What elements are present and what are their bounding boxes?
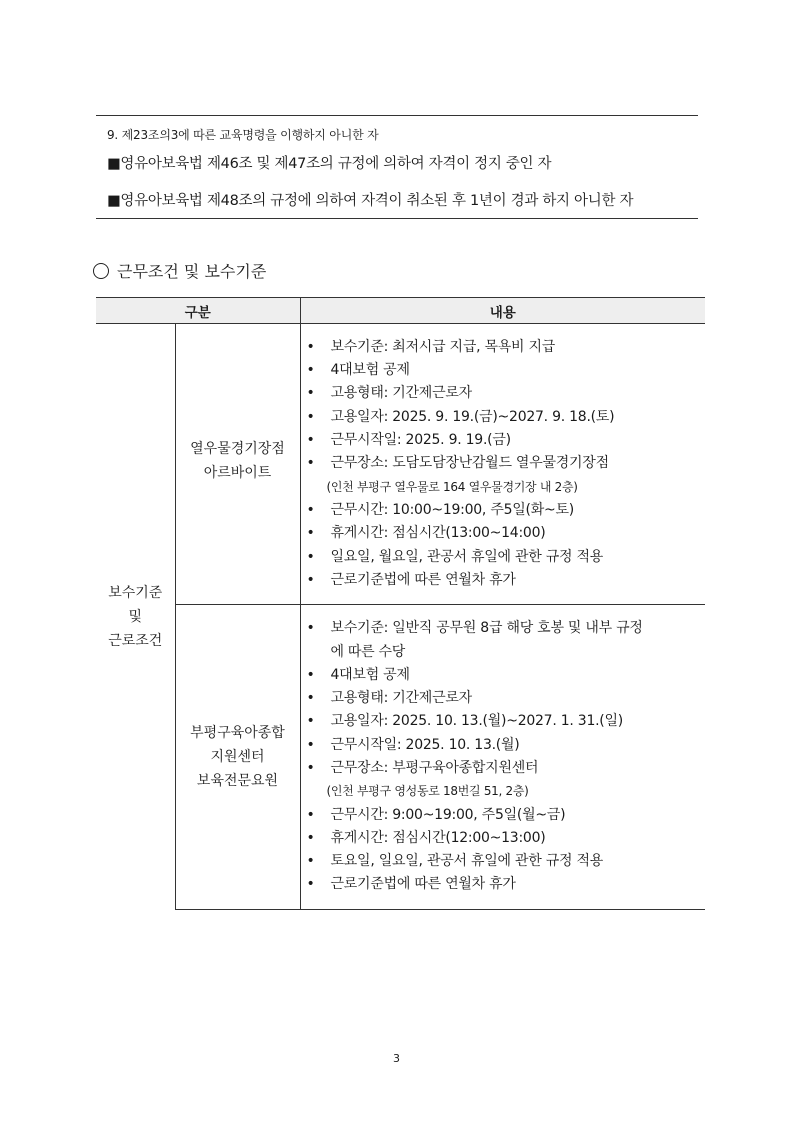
disqualification-box [96,115,698,219]
condition-item: • 보수기준: 일반직 공무원 8급 해당 호봉 및 내부 규정 [301,617,706,640]
condition-item: • 근로기준법에 따른 연월차 휴가 [301,873,706,896]
condition-address: (인천 부평구 열우물로 164 열우물경기장 내 2층) [326,479,578,494]
disqualification-item-suspended: ■영유아보육법 제46조 및 제47조의 규정에 의하여 자격이 정지 중인 자 [107,156,552,172]
condition-item-continuation: 에 따른 수당 [330,643,405,660]
content-cell-arcade [300,324,705,605]
condition-item: • 근무장소: 도담도담장난감월드 열우물경기장점 [301,452,706,475]
category-cell [96,324,175,910]
section-title: 근무조건 및 보수기준 [117,262,267,281]
condition-item: • 4대보험 공제 [301,664,706,687]
content-cell-childcare [300,605,705,910]
position-cell-arcade [175,324,300,605]
category-line-3: 근로조건 [108,632,163,649]
circle-bullet-icon [93,263,109,279]
condition-item: • 휴게시간: 점심시간(12:00~13:00) [301,827,706,850]
condition-item: • 일요일, 월요일, 관공서 휴일에 관한 규정 적용 [301,546,706,569]
condition-item: • 근무장소: 부평구육아종합지원센터 [301,757,706,780]
condition-item: • 고용일자: 2025. 9. 19.(금)~2027. 9. 18.(토) [301,406,706,429]
condition-list [301,617,706,897]
condition-item: • 근무시작일: 2025. 10. 13.(월) [301,734,706,757]
position-line: 부평구육아종합 [190,725,285,741]
position-line: 열우물경기장점 [190,441,285,457]
category-line-2: 및 [128,608,143,625]
condition-item: • 고용형태: 기간제근로자 [301,382,706,405]
condition-item: • 토요일, 일요일, 관공서 휴일에 관한 규정 적용 [301,850,706,873]
condition-address: (인천 부평구 영성동로 18번길 51, 2층) [326,784,529,799]
header-category: 구분 [96,298,300,324]
header-content: 내용 [300,298,705,324]
position-line: 아르바이트 [203,465,272,481]
page-number: 3 [393,1052,400,1065]
condition-item: • 고용일자: 2025. 10. 13.(월)~2027. 1. 31.(일) [301,710,706,733]
condition-item: • 근무시작일: 2025. 9. 19.(금) [301,429,706,452]
disqualification-item-9: 9. 제23조의3에 따른 교육명령을 이행하지 아니한 자 [107,128,379,142]
position-cell-childcare [175,605,300,910]
position-line: 지원센터 [210,749,265,765]
position-line: 보육전문요원 [196,773,279,789]
condition-item: • 휴게시간: 점심시간(13:00~14:00) [301,522,706,545]
work-conditions-table [96,297,705,910]
condition-list [301,336,706,592]
condition-item: • 4대보험 공제 [301,359,706,382]
condition-item: • 근무시간: 9:00~19:00, 주5일(월~금) [301,804,706,827]
disqualification-item-revoked: ■영유아보육법 제48조의 규정에 의하여 자격이 취소된 후 1년이 경과 하지 아니한 자 [107,193,634,209]
section-heading [93,259,266,282]
condition-item: • 근로기준법에 따른 연월차 휴가 [301,569,706,592]
condition-item: • 보수기준: 최저시급 지급, 목욕비 지급 [301,336,706,359]
condition-item: • 근무시간: 10:00~19:00, 주5일(화~토) [301,499,706,522]
condition-item: • 고용형태: 기간제근로자 [301,687,706,710]
category-line-1: 보수기준 [108,584,163,601]
